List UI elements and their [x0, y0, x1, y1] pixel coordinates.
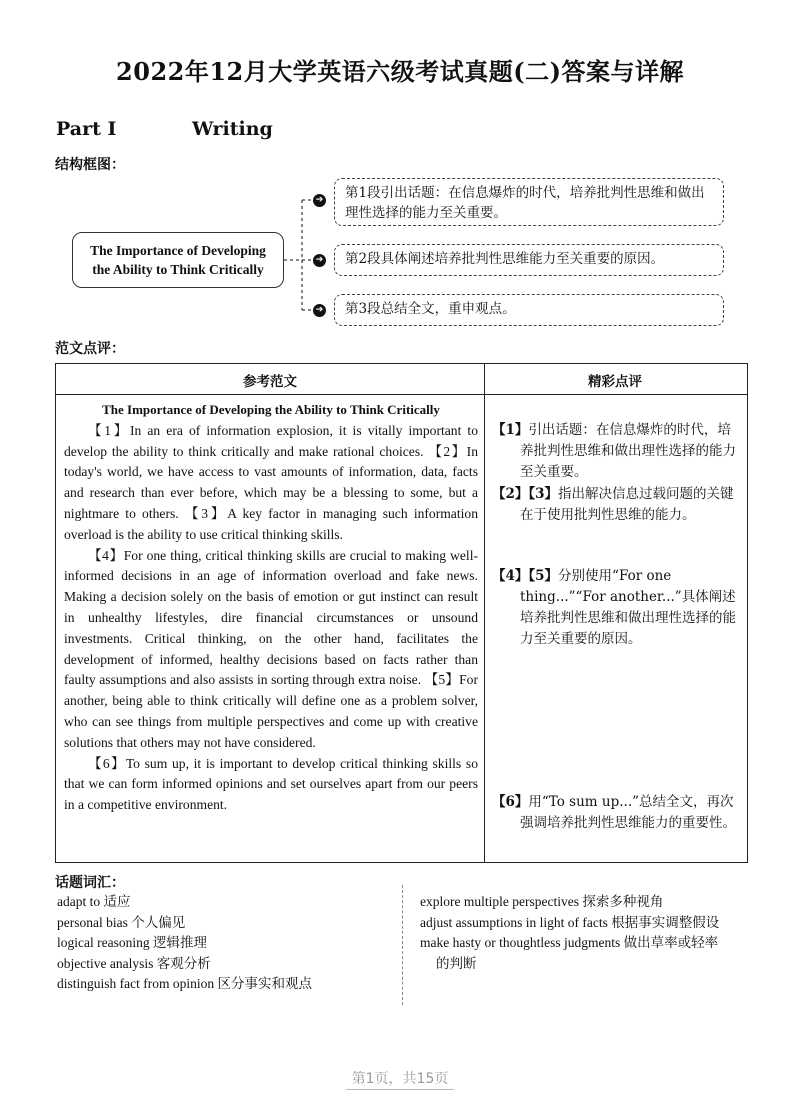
model-essay — [64, 400, 478, 816]
comment-1 — [492, 420, 742, 483]
vocab-item: distinguish fact from opinion 区分事实和观点 — [57, 976, 312, 991]
node-3-line-1: 第3段总结全文，重申观点。 — [345, 301, 516, 317]
structure-root — [72, 232, 284, 288]
table-divider-vertical — [484, 364, 485, 862]
review-label: 范文点评： — [55, 341, 125, 357]
arrow-right-icon: ➔ — [313, 194, 326, 207]
vocab-label: 话题词汇： — [55, 875, 125, 891]
essay-title: The Importance of Developing the Ability to Think Critically — [102, 402, 440, 417]
essay-paragraph-2: 【4】For one thing, critical thinking skills are crucial to making well-informed decisions in an age of information overload and fake news. Making a decision solely on the basis of emotion or gut instinct can result in unhealthy lifestyles, dire financial circumstances or unsound investments. Critical thinking, on the other hand, facilitates the development of informed, healthy decisions based on facts rather than faulty assumptions and also assists in sorting through extra noise. 【5】For another, being able to think critically will define one as a problem solver, who can see things from multiple perspectives and come up with creative solutions that others may not have considered. — [64, 547, 478, 750]
structure-node-2 — [334, 244, 724, 276]
comment-3 — [492, 566, 742, 650]
node-1-line-2: 理性选择的能力至关重要。 — [345, 205, 507, 221]
vocab-item: personal bias 个人偏见 — [57, 914, 186, 930]
comment-2-marker: 【2】【3】 — [492, 486, 559, 502]
page-number: 第1页，共15页 — [346, 1071, 455, 1090]
essay-paragraph-1: 【1】In an era of information explosion, it is vitally important to develop the ability to think critically and make rational choices. 【2】In today's world, we have access to vast amounts of information, data, facts and research than ever before, which may be a blessing to some, but a nightmare to others. 【3】A key factor in managing such information overload is the ability to use critical thinking skills. — [64, 422, 478, 542]
comment-1-marker: 【1】 — [492, 422, 529, 438]
document-title: 2022年12月大学英语六级考试真题(二)答案与详解 — [116, 57, 684, 86]
comment-4-text: 用“To sum up...”总结全文，再次强调培养批判性思维能力的重要性。 — [520, 794, 736, 831]
structure-label: 结构框图： — [55, 157, 125, 173]
comment-2-text: 指出解决信息过载问题的关键在于使用批判性思维的能力。 — [520, 486, 734, 523]
vocab-item: explore multiple perspectives 探索多种视角 — [420, 894, 664, 909]
essay-paragraph-3: 【6】To sum up, it is important to develop critical thinking skills so that we can form informed opinions and set ourselves apart from our peers in a competitive environment. — [64, 755, 478, 813]
comment-2 — [492, 484, 742, 526]
column-header-comments: 精彩点评 — [588, 374, 642, 390]
comment-3-text: 分别使用“For one thing...”“For another...”具体阐述培养批判性思维和做出理性选择的能力至关重要的原因。 — [520, 568, 736, 647]
vocab-divider — [402, 885, 403, 1005]
structure-node-3 — [334, 294, 724, 326]
comment-4 — [492, 792, 742, 834]
comment-1-text: 引出话题：在信息爆炸的时代，培养批判性思维和做出理性选择的能力至关重要。 — [520, 422, 736, 480]
part-title: Writing — [192, 118, 273, 140]
vocab-item: adjust assumptions in light of facts 根据事实调整假设 — [420, 914, 720, 930]
page-footer — [0, 1068, 800, 1088]
vocab-item: logical reasoning 逻辑推理 — [57, 935, 207, 950]
structure-connectors — [0, 0, 800, 340]
root-line-2: the Ability to Think Critically — [92, 262, 264, 277]
arrow-right-icon: ➔ — [313, 254, 326, 267]
vocab-item-continuation: 的判断 — [436, 955, 477, 971]
node-1-line-1: 第1段引出话题：在信息爆炸的时代，培养批判性思维和做出 — [345, 185, 705, 201]
column-header-essay: 参考范文 — [243, 374, 297, 390]
table-divider-horizontal — [56, 394, 747, 395]
vocab-item: adapt to 适应 — [57, 894, 131, 909]
part-label: Part Ⅰ — [56, 118, 117, 140]
root-line-1: The Importance of Developing — [90, 243, 266, 258]
comment-4-marker: 【6】 — [492, 794, 529, 810]
node-2-line-1: 第2段具体阐述培养批判性思维能力至关重要的原因。 — [345, 251, 665, 267]
comment-3-marker: 【4】【5】 — [492, 568, 559, 584]
review-table — [55, 363, 748, 863]
vocab-item: make hasty or thoughtless judgments 做出草率或轻率 — [420, 935, 719, 950]
vocab-list-right — [420, 892, 719, 974]
arrow-right-icon: ➔ — [313, 304, 326, 317]
structure-node-1 — [334, 178, 724, 226]
vocab-list-left — [57, 892, 312, 995]
vocab-item: objective analysis 客观分析 — [57, 955, 211, 971]
